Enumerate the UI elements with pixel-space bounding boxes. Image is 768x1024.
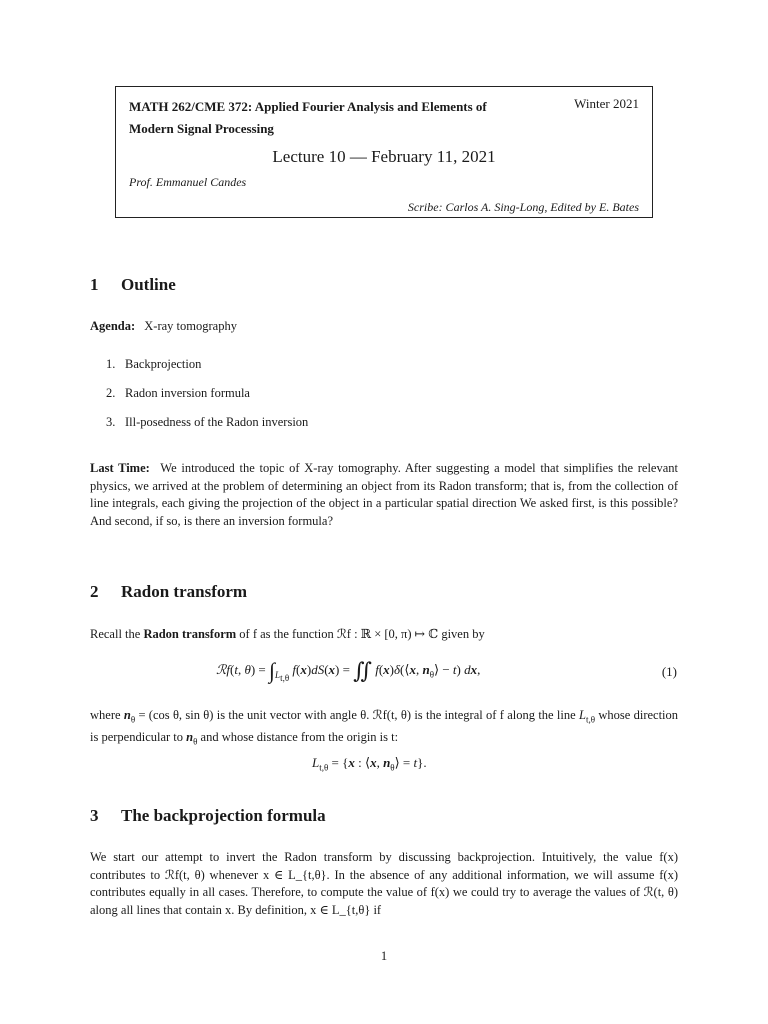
last-time-paragraph — [90, 460, 678, 530]
section-number: 3 — [90, 806, 99, 825]
professor: Prof. Emmanuel Candes — [129, 175, 247, 189]
section-title: Radon transform — [121, 582, 248, 601]
page-number: 1 — [380, 949, 388, 963]
agenda — [90, 318, 678, 336]
section-heading-backprojection — [90, 806, 326, 826]
agenda-text: X-ray tomography — [144, 319, 237, 333]
recall-text: of f as the function ℛf : ℝ × [0, π) ↦ ℂ given by — [239, 627, 485, 641]
section-number: 1 — [90, 275, 99, 294]
radon-recall — [90, 626, 678, 644]
list-number: 2. — [106, 386, 116, 400]
radon-transform-term: Radon transform — [143, 627, 237, 641]
backprojection-paragraph: We start our attempt to invert the Radon transform by discussing backprojection. Intuitively, the value f(x) contributes to ℛf(t, θ) whenever x ∈ L_{t,θ}. In the absence of any additional information, we will assume f(x) contributes equally in all cases. Therefore, to compute the value of f(x) we could try to average the values of ℛ(t, θ) along all lines that contain x. By definition, x ∈ L_{t,θ} if — [90, 850, 678, 917]
list-text: Backprojection — [125, 357, 202, 371]
list-item — [106, 357, 201, 372]
equation-number: (1) — [661, 664, 677, 679]
list-text: Radon inversion formula — [125, 386, 250, 400]
list-text: Ill-posedness of the Radon inversion — [125, 415, 309, 429]
where-text: is the unit vector with angle θ. ℛf(t, θ) is the integral of f along the line — [216, 708, 576, 722]
radon-where-paragraph: where $n_\theta = (\cos$ θ, sin θ) is the unit vector with angle θ. ℛf(t, θ) is the integral of f along the line $L_{t,\theta}$ whose direction is perpendicular to $n_\theta$ and whose distance from the origin is t: — [90, 708, 679, 747]
section-title: Outline — [121, 275, 176, 294]
list-number: 3. — [106, 415, 116, 429]
list-number: 1. — [106, 357, 116, 371]
list-item — [106, 415, 308, 430]
where-text: whose direction is perpendicular to — [90, 708, 679, 744]
section-title: The backprojection formula — [121, 806, 326, 825]
radon-equation: ℛf(t, $\theta) = \int_{L_{t,\theta}}$ f(x)dS(x) = ∬ f(x)δ(⟨x, $n_\theta⟩ - t$) dx, — [216, 658, 481, 683]
where-text: and whose distance from the origin is t: — [200, 730, 399, 744]
scribe: Scribe: Carlos A. Sing-Long, Edited by E. Bates — [407, 200, 639, 214]
section-heading-outline — [90, 275, 176, 295]
last-time-label: Last Time: — [90, 461, 150, 475]
list-item — [106, 386, 250, 401]
line-definition-equation: $L_{t,\theta} = \{x$ : ⟨x, $n_\theta⟩ = t$}. — [312, 755, 427, 773]
course-title: MATH 262/CME 372: Applied Fourier Analysis and Elements of Modern Signal Processing — [129, 99, 487, 136]
lecture-title: Lecture 10 — February 11, 2021 — [272, 147, 496, 166]
lecture-header-box — [115, 86, 653, 218]
last-time-text: We introduced the topic of X-ray tomography. After suggesting a model that simplifies the relevant physics, we arrived at the problem of determining an object from its Radon transform; that is, from the collection of line integrals, each giving the projection of the object in a particular spatial direction We asked first, is this possible? And second, if so, is there an inversion formula? — [90, 461, 678, 528]
term: Winter 2021 — [574, 96, 639, 111]
section-heading-radon — [90, 582, 247, 602]
section-number: 2 — [90, 582, 99, 601]
agenda-label: Agenda: — [90, 319, 136, 333]
recall-text: Recall the — [90, 627, 141, 641]
